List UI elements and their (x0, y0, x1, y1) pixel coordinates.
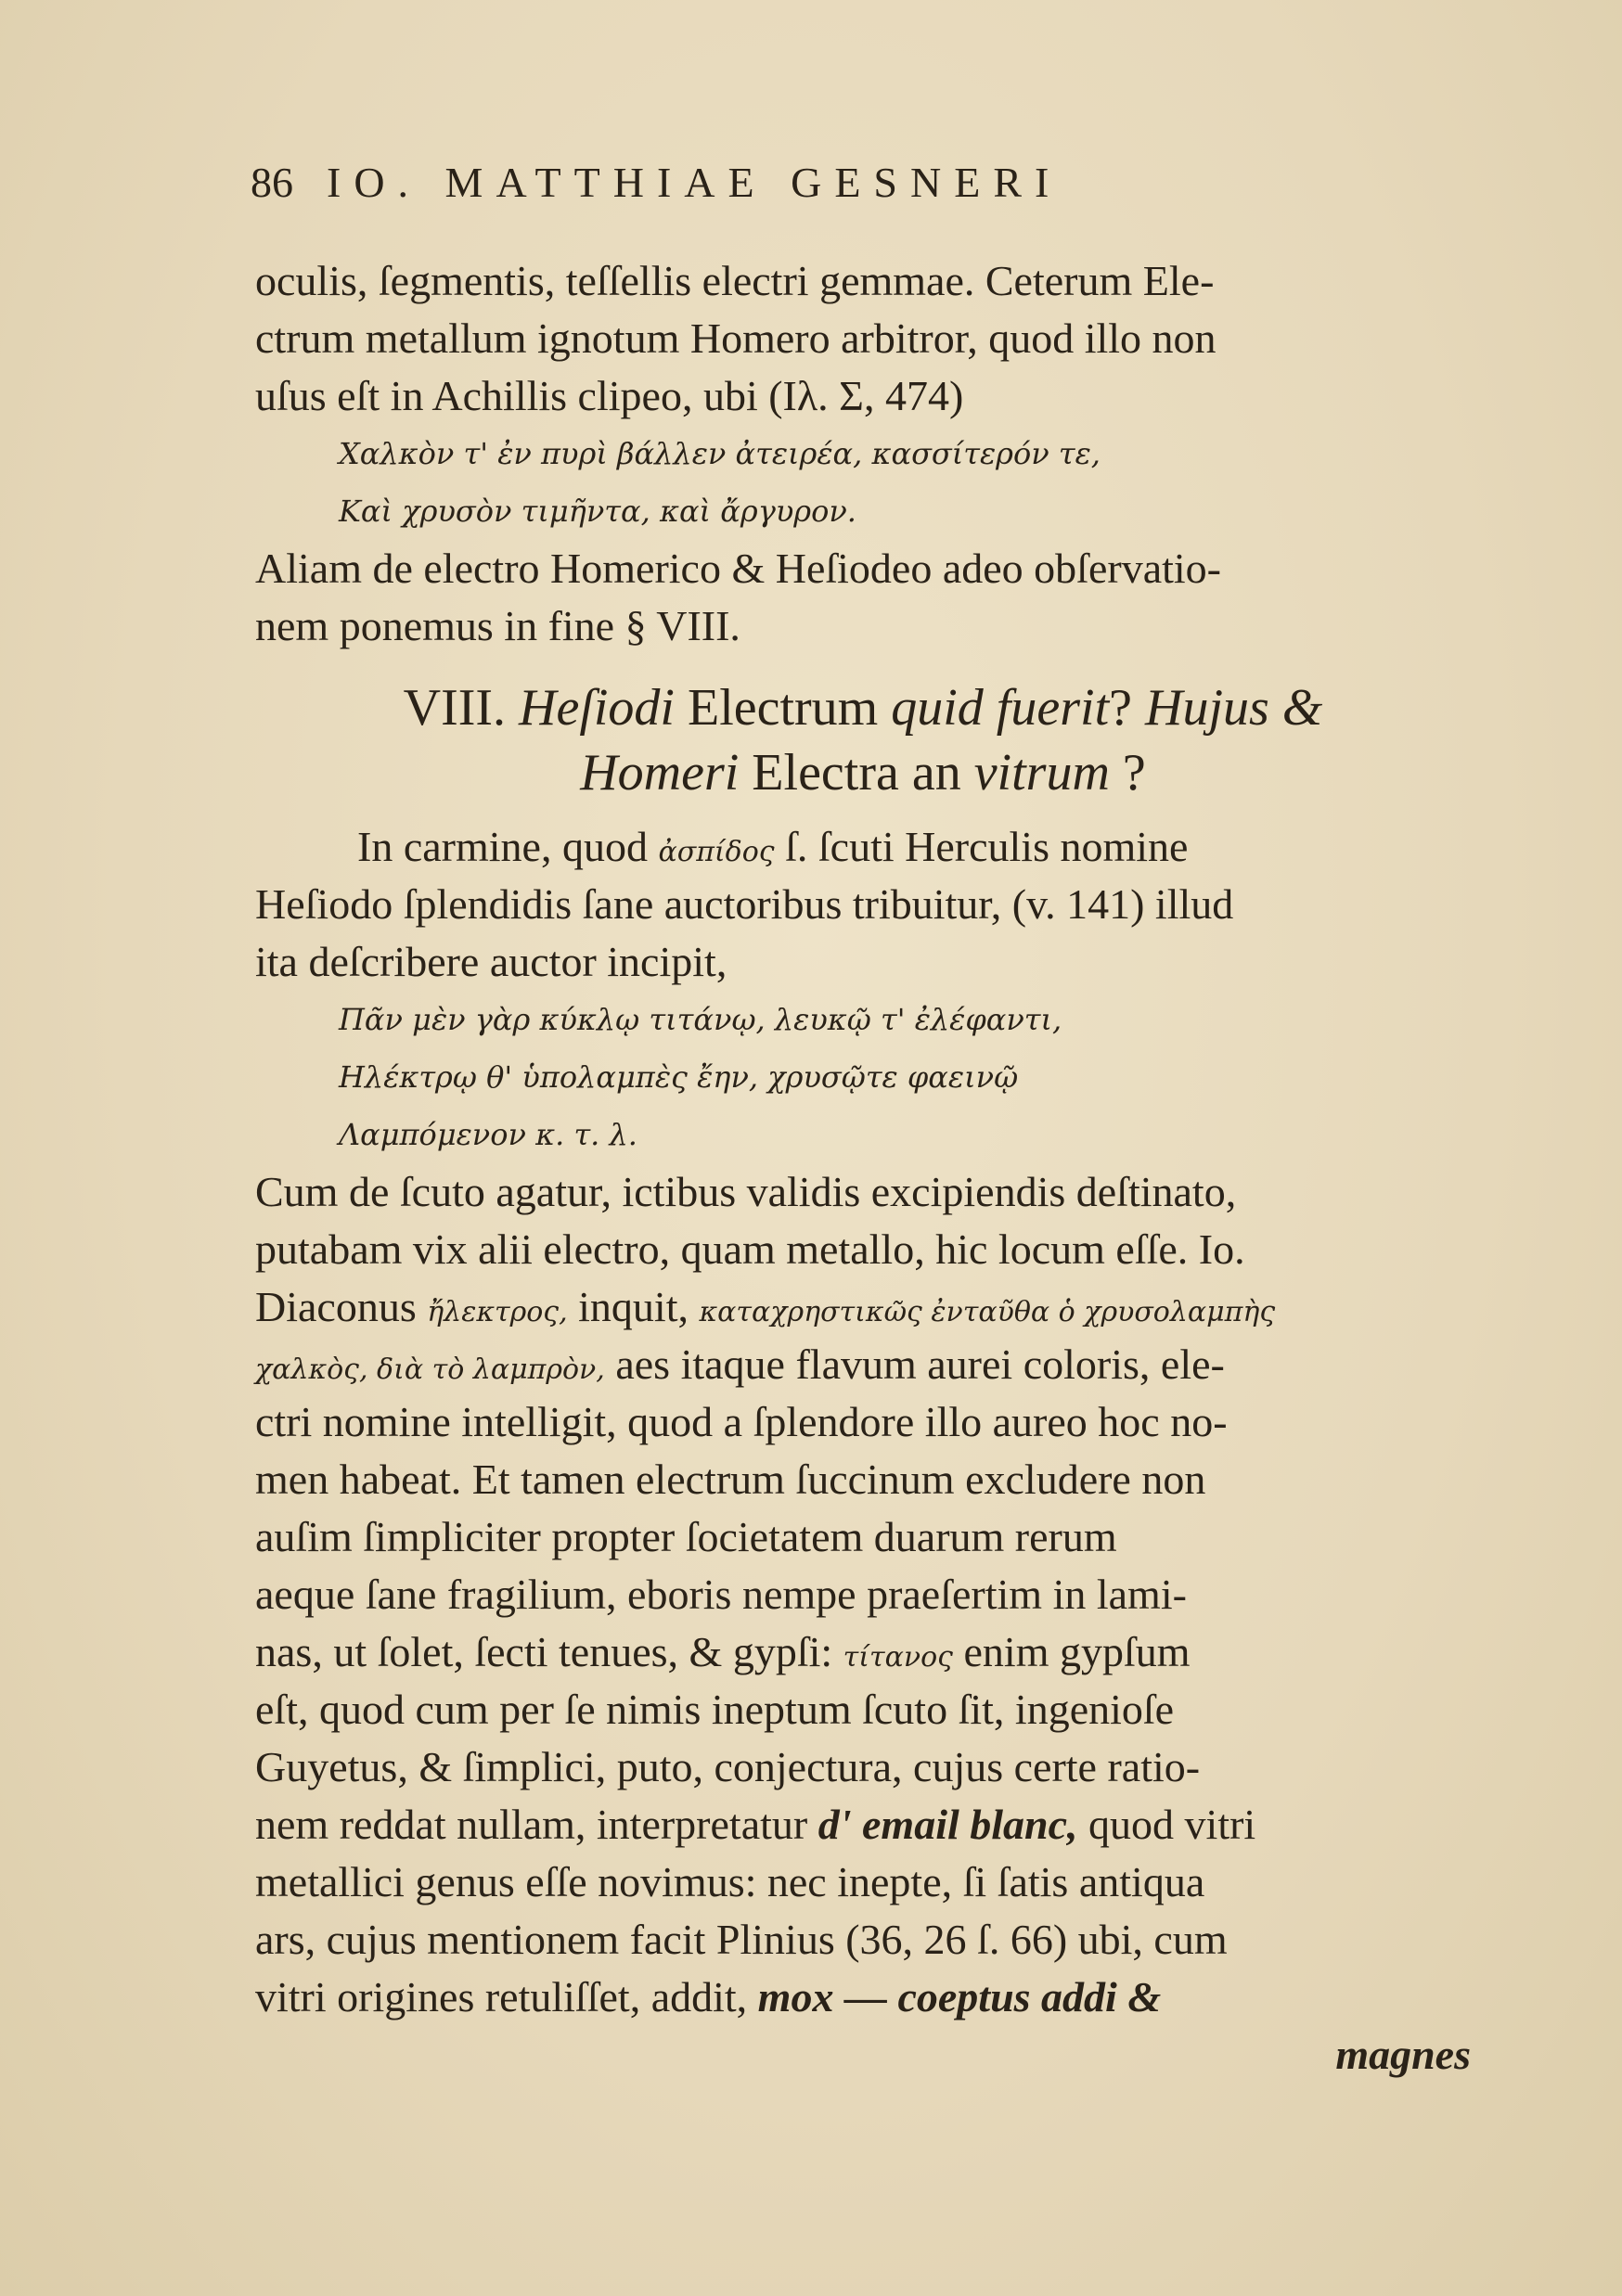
greek-quote-line: Πᾶν μὲν γὰρ κύκλῳ τιτάνῳ, λευκῷ τ' ἐλέφαντι, (339, 1002, 1062, 1037)
heading-electra-an: Electra an (752, 744, 961, 802)
heading-hujus: Hujus (1145, 679, 1269, 737)
text-body (255, 252, 1471, 2084)
text-line: ars, cujus mentionem facit Plinius (36, 26 ſ. 66) ubi, cum (255, 1916, 1228, 1963)
text-line: ctrum metallum ignotum Homero arbitror, quod illo non (255, 314, 1216, 362)
section-heading-line2 (255, 740, 1471, 805)
text-line: oculis, ſegmentis, teſſellis electri gemmae. Ceterum Ele- (255, 257, 1215, 304)
running-title: IO. MATTHIAE GESNERI (327, 159, 1062, 206)
text-line: aeque ſane fragilium, eboris nempe praeſertim in lami- (255, 1571, 1187, 1618)
section-heading (255, 675, 1471, 740)
greek-quote-line: Ηλέκτρῳ θ' ὑπολαμπὲς ἔην, χρυσῷτε φαεινῷ (339, 1059, 1019, 1095)
text-line: uſus eſt in Achillis clipeo, ubi (Ιλ. Σ, 474) (255, 372, 964, 419)
greek-quote-line: Καὶ χρυσὸν τιμῆντα, καὶ ἄργυρον. (339, 494, 856, 529)
text-line: In carmine, quod ἀσπίδος ſ. ſcuti Herculis nomine (357, 823, 1189, 870)
text-line: nem ponemus in fine § VIII. (255, 602, 740, 649)
running-header (251, 158, 1345, 207)
text-line: eſt, quod cum per ſe nimis ineptum ſcuto ſit, ingenioſe (255, 1686, 1175, 1733)
heading-quid-fuerit: quid fuerit (891, 679, 1110, 737)
heading-homeri: Homeri (580, 744, 740, 802)
text-line: Heſiodo ſplendidis ſane auctoribus tribuitur, (v. 141) illud (255, 880, 1234, 928)
heading-hesiodi: Heſiodi (519, 679, 675, 737)
text-line: putabam vix alii electro, quam metallo, hic locum eſſe. Io. (255, 1225, 1245, 1273)
text-line: χαλκὸς, διὰ τὸ λαμπρὸν, aes itaque flavum aurei coloris, ele- (255, 1340, 1225, 1388)
text-line: auſim ſimpliciter propter ſocietatem duarum rerum (255, 1513, 1117, 1560)
page-number: 86 (251, 159, 293, 206)
text-line: Guyetus, & ſimplici, puto, conjectura, cujus certe ratio- (255, 1743, 1201, 1790)
greek-quote-line: Χαλκὸν τ' ἐν πυρὶ βάλλεν ἀτειρέα, κασσίτερόν τε, (339, 436, 1101, 471)
heading-ampersand: & (1281, 679, 1323, 737)
text-line: Diaconus ἤλεκτρος, inquit, καταχρηστικῶς ἐνταῦθα ὁ χρυσολαμπὴς (255, 1283, 1276, 1330)
heading-vitrum: vitrum (973, 744, 1110, 802)
text-line: metallici genus eſſe novimus: nec inepte, ſi ſatis antiqua (255, 1858, 1205, 1905)
text-line: men habeat. Et tamen electrum ſuccinum excludere non (255, 1456, 1206, 1503)
text-line: nas, ut ſolet, ſecti tenues, & gypſi: τίτανος enim gypſum (255, 1628, 1191, 1675)
heading-electrum: Electrum (688, 679, 879, 737)
text-line: nem reddat nullam, interpretatur d' email blanc, quod vitri (255, 1801, 1256, 1848)
text-line: Aliam de electro Homerico & Heſiodeo adeo obſervatio- (255, 545, 1221, 592)
text-line: vitri origines retuliſſet, addit, mox — coeptus addi & (255, 1973, 1162, 2020)
heading-question-mark: ? (1122, 744, 1146, 802)
heading-numeral: VIII. (403, 679, 507, 737)
catchword: magnes (1335, 2031, 1471, 2078)
text-line: Cum de ſcuto agatur, ictibus validis excipiendis deſtinato, (255, 1168, 1237, 1215)
text-line: ctri nomine intelligit, quod a ſplendore illo aureo hoc no- (255, 1398, 1228, 1445)
greek-quote-line: Λαμπόμενον κ. τ. λ. (339, 1117, 637, 1152)
text-line: ita deſcribere auctor incipit, (255, 938, 727, 985)
heading-question-mark: ? (1109, 679, 1132, 737)
